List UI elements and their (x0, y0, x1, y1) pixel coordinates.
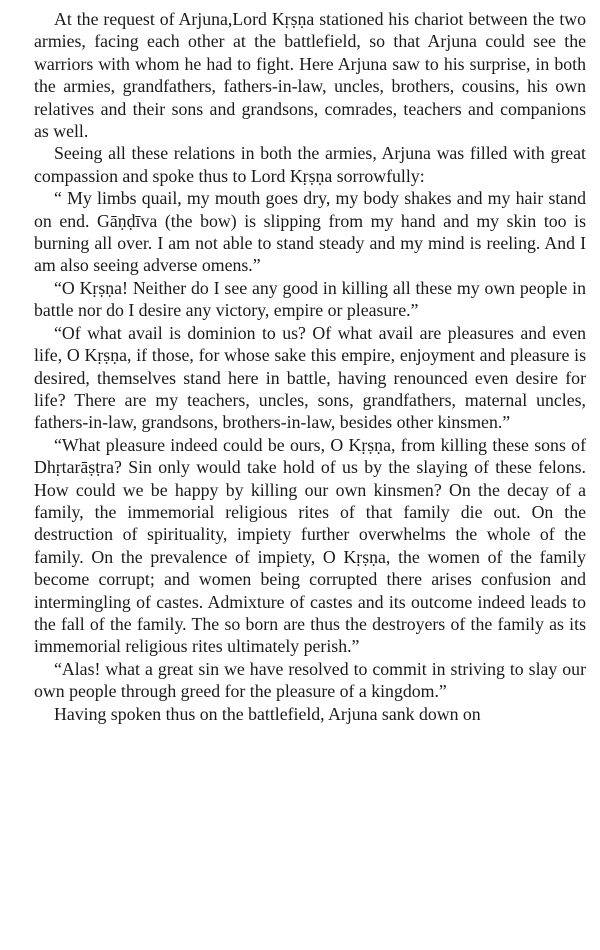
paragraph-alas-great-sin: “Alas! what a great sin we have resolved to commit in striving to slay our own people through greed for the pleasure of a kingdom.” (34, 658, 586, 702)
document-page (34, 8, 586, 725)
paragraph-arjuna-sank-down: Having spoken thus on the battlefield, Arjuna sank down on (54, 703, 481, 724)
paragraph-chariot-stationed: At the request of Arjuna,Lord Kṛṣṇa stationed his chariot between the two armies, facing each other at the battlefield, so that Arjuna could see the warriors with whom he had to fight. Here Arjuna saw to his surprise, in both the armies, grandfathers, fathers-in-law, uncles, brothers, cousins, his own relatives and their sons and grandsons, comrades, teachers and companions as well. (34, 9, 586, 142)
paragraph-avail-of-dominion: “Of what avail is dominion to us? Of what avail are pleasures and even life, O Kṛṣṇa, if those, for whose sake this empire, enjoyment and pleasure is desired, themselves stand here in battle, having renounced even desire for life? There are my teachers, uncles, sons, grandfathers, maternal uncles, fathers-in-law, grandsons, brothers-in-law, besides other kinsmen.” (34, 322, 586, 433)
paragraph-arjuna-compassion: Seeing all these relations in both the armies, Arjuna was filled with great compassion and spoke thus to Lord Kṛṣṇa sorrowfully: (34, 143, 586, 186)
paragraph-limbs-quail: “ My limbs quail, my mouth goes dry, my body shakes and my hair stand on end. Gāṇḍīva (the bow) is slipping from my hand and my skin too is burning all over. I am not able to stand steady and my mind is reeling. And I am also seeing adverse omens.” (34, 188, 586, 276)
paragraph-what-pleasure: “What pleasure indeed could be ours, O Kṛṣṇa, from killing these sons of Dhṛtarāṣṭra? Sin only would take hold of us by the slaying of these felons. How could we be happy by killing our own kinsmen? On the decay of a family, the immemorial religious rites of that family die out. On the destruction of spirituality, impiety further overwhelms the whole of the family. On the prevalence of impiety, O Kṛṣṇa, the women of the family become corrupt; and women being corrupted there arises confusion and intermingling of castes. Admixture of castes and its outcome indeed leads to the fall of the family. The so born are thus the destroyers of the family as its immemorial religious rites ultimately perish.” (34, 434, 586, 657)
paragraph-no-good-in-killing: “O Kṛṣṇa! Neither do I see any good in killing all these my own people in battle nor do I desire any victory, empire or pleasure.” (34, 277, 586, 321)
